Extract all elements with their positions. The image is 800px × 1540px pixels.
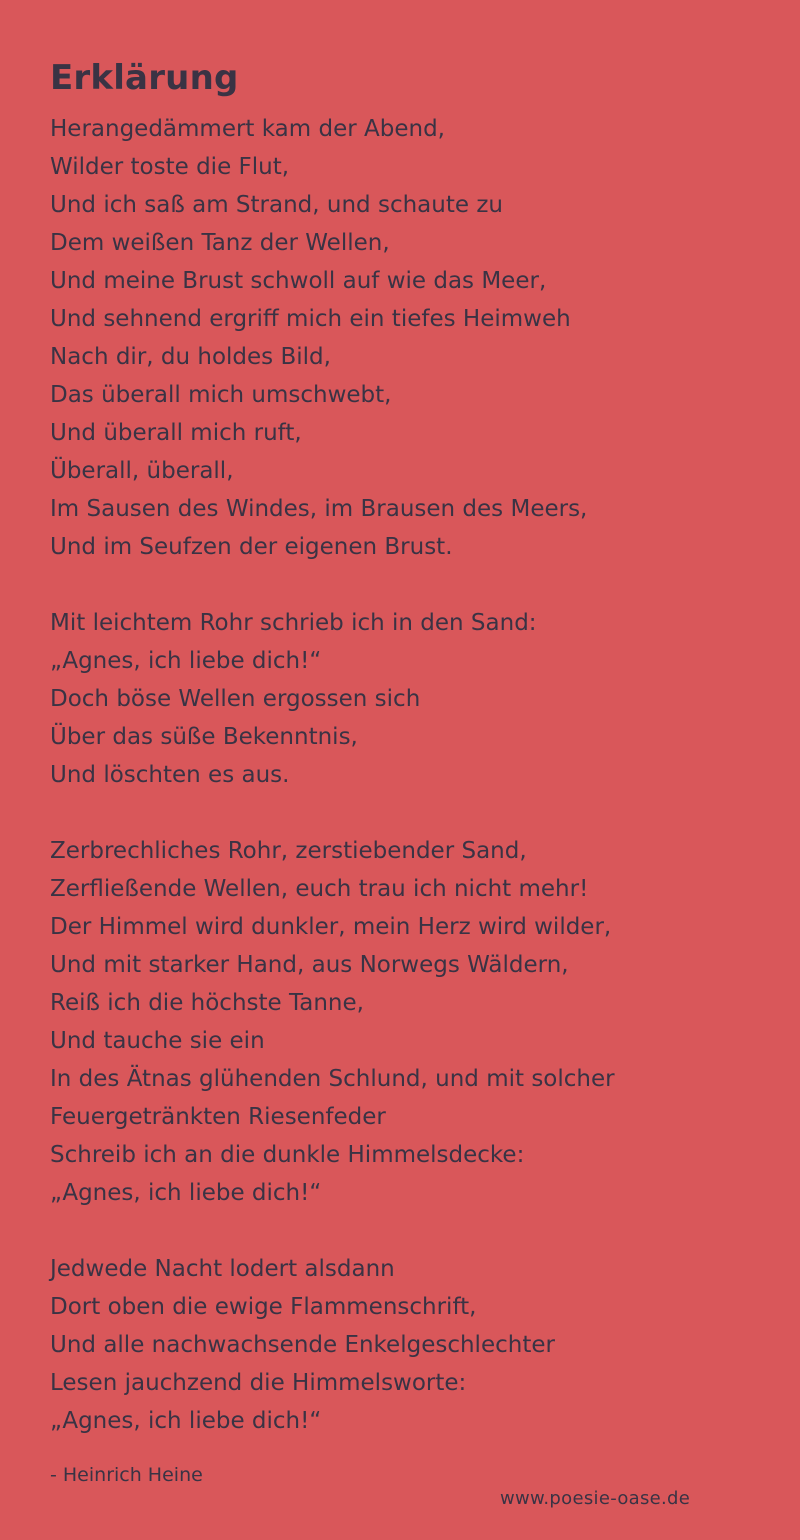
poem-line: Über das süße Bekenntnis,	[50, 724, 358, 750]
poem-line: „Agnes, ich liebe dich!“	[50, 648, 322, 674]
poem-line: Und tauche sie ein	[50, 1028, 265, 1054]
poem-line: Und löschten es aus.	[50, 762, 290, 788]
poem-line: Jedwede Nacht lodert alsdann	[50, 1256, 395, 1282]
poem-line: Nach dir, du holdes Bild,	[50, 344, 331, 370]
poem-card	[50, 56, 760, 1478]
poem-line: Und ich saß am Strand, und schaute zu	[50, 192, 503, 218]
poem-line: Wilder toste die Flut,	[50, 154, 290, 180]
poem-line: Und alle nachwachsende Enkelgeschlechter	[50, 1332, 555, 1358]
poem-line: Dem weißen Tanz der Wellen,	[50, 230, 390, 256]
poem-stanza	[50, 110, 760, 566]
poem-line: Und überall mich ruft,	[50, 420, 302, 446]
poem-line: Lesen jauchzend die Himmelsworte:	[50, 1370, 467, 1396]
poem-line: Überall, überall,	[50, 458, 234, 484]
poem-line: Zerfließende Wellen, euch trau ich nicht mehr!	[50, 876, 589, 902]
poem-line: Dort oben die ewige Flammenschrift,	[50, 1294, 477, 1320]
poem-line: Schreib ich an die dunkle Himmelsdecke:	[50, 1142, 525, 1168]
poem-line: Feuergetränkten Riesenfeder	[50, 1104, 386, 1130]
poem-line: Im Sausen des Windes, im Brausen des Meers,	[50, 496, 588, 522]
poem-line: „Agnes, ich liebe dich!“	[50, 1180, 322, 1206]
poem-title: Erklärung	[50, 58, 239, 98]
poem-line: Das überall mich umschwebt,	[50, 382, 392, 408]
poem-line: Der Himmel wird dunkler, mein Herz wird wilder,	[50, 914, 612, 940]
poem-author: - Heinrich Heine	[50, 1464, 203, 1486]
poem-line: In des Ätnas glühenden Schlund, und mit solcher	[50, 1066, 615, 1092]
poem-line: Und sehnend ergriff mich ein tiefes Heimweh	[50, 306, 571, 332]
poem-line: Und meine Brust schwoll auf wie das Meer,	[50, 268, 547, 294]
poem-line: Herangedämmert kam der Abend,	[50, 116, 445, 142]
poem-line: Und im Seufzen der eigenen Brust.	[50, 534, 453, 560]
poem-stanza	[50, 604, 760, 794]
poem-line: „Agnes, ich liebe dich!“	[50, 1408, 322, 1434]
poem-line: Und mit starker Hand, aus Norwegs Wäldern,	[50, 952, 569, 978]
poem-line: Doch böse Wellen ergossen sich	[50, 686, 421, 712]
poem-line: Mit leichtem Rohr schrieb ich in den Sand:	[50, 610, 537, 636]
poem-stanza	[50, 1250, 760, 1440]
poem-line: Reiß ich die höchste Tanne,	[50, 990, 364, 1016]
poem-stanza	[50, 832, 760, 1212]
poem-line: Zerbrechliches Rohr, zerstiebender Sand,	[50, 838, 527, 864]
website-link[interactable]: www.poesie-oase.de	[500, 1488, 691, 1509]
poem-body	[50, 110, 760, 1440]
